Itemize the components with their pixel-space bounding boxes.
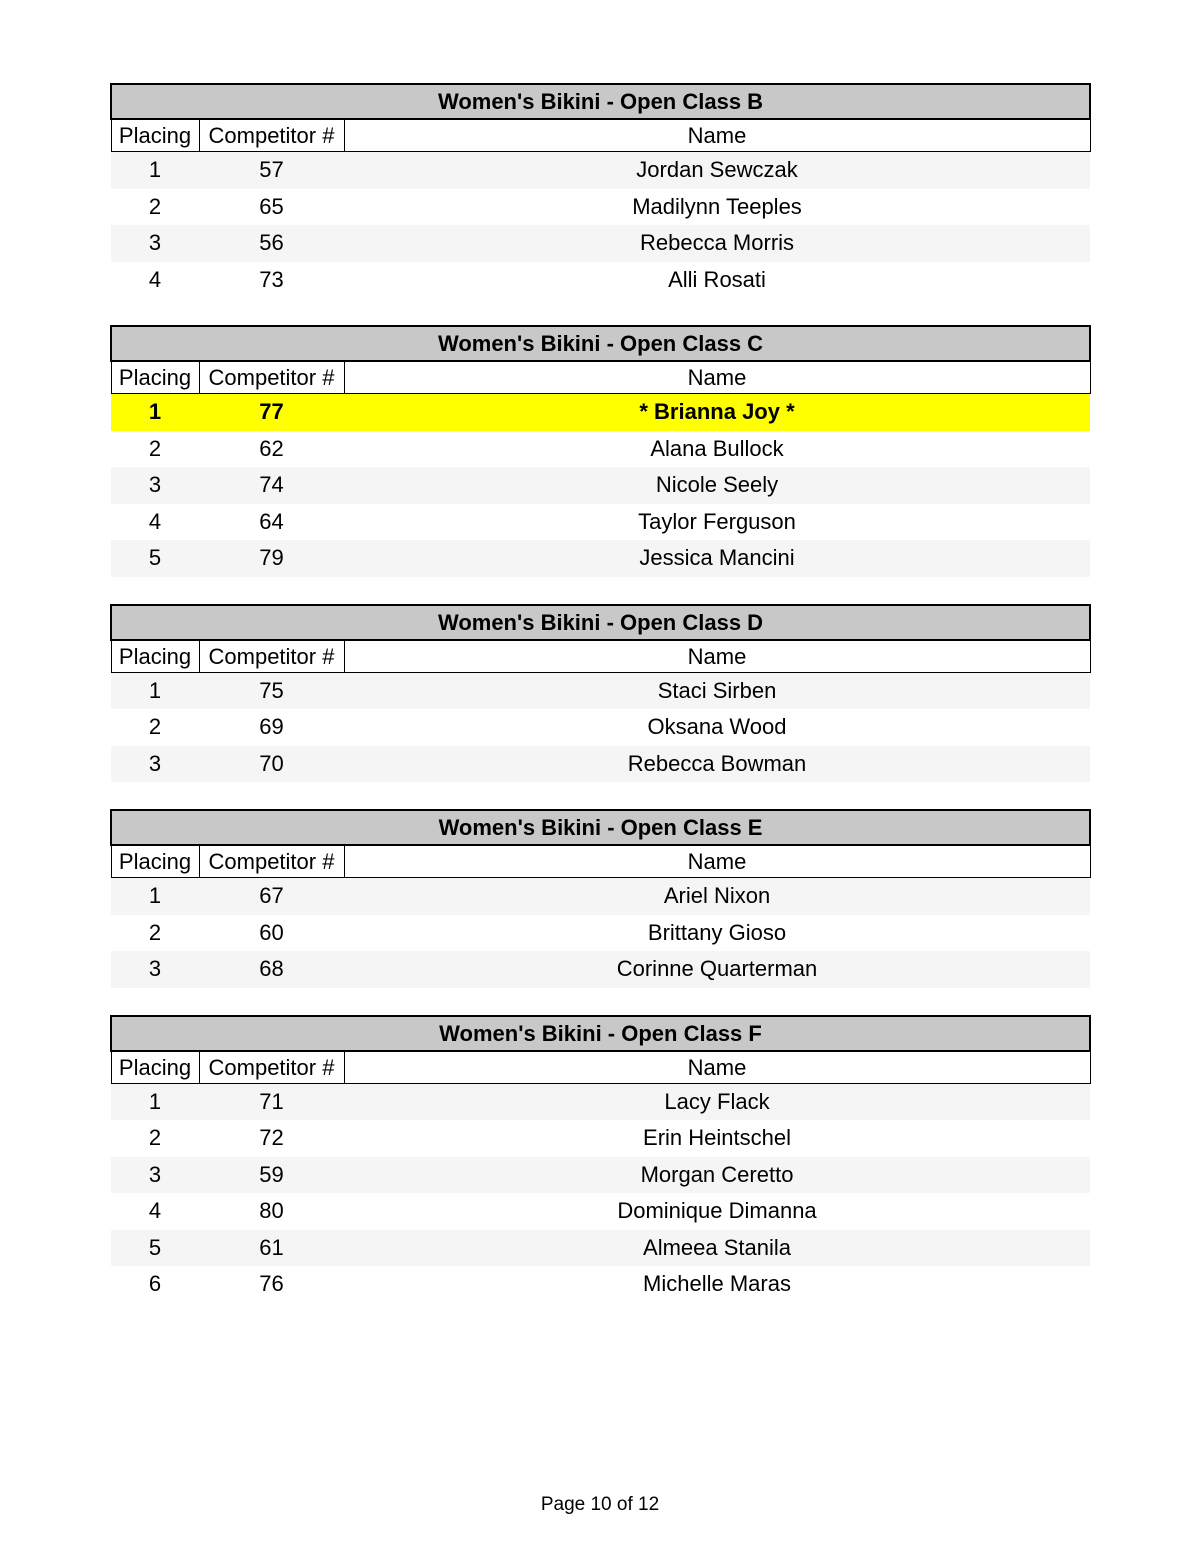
placing-header: Placing <box>111 845 199 878</box>
table-row <box>111 152 1090 189</box>
table-row <box>111 1083 1090 1120</box>
competitor-number-cell: 61 <box>199 1230 344 1267</box>
competitor-number-cell: 79 <box>199 540 344 577</box>
table-row <box>111 467 1090 504</box>
winner-row <box>111 394 1090 431</box>
class-results-table <box>110 604 1091 783</box>
class-results-block <box>110 83 1089 298</box>
class-results-table <box>110 1015 1091 1303</box>
competitor-number-cell: 71 <box>199 1083 344 1120</box>
placing-cell: 2 <box>111 709 199 746</box>
class-results-table <box>110 325 1091 577</box>
class-results-block <box>110 809 1089 988</box>
class-results-block <box>110 1015 1089 1303</box>
placing-cell: 1 <box>111 1083 199 1120</box>
competitor-number-header: Competitor # <box>199 640 344 673</box>
competitor-number-cell: 77 <box>199 394 344 431</box>
competitor-name-cell: Madilynn Teeples <box>344 189 1090 226</box>
placing-cell: 5 <box>111 1230 199 1267</box>
column-header-row <box>111 119 1090 152</box>
table-row <box>111 431 1090 468</box>
placing-cell: 4 <box>111 504 199 541</box>
class-results-table <box>110 809 1091 988</box>
name-header: Name <box>344 845 1090 878</box>
competitor-number-cell: 70 <box>199 746 344 783</box>
competitor-name-cell: Dominique Dimanna <box>344 1193 1090 1230</box>
class-title: Women's Bikini - Open Class F <box>111 1016 1090 1051</box>
column-header-row <box>111 361 1090 394</box>
competitor-name-cell: Staci Sirben <box>344 672 1090 709</box>
placing-cell: 6 <box>111 1266 199 1303</box>
competitor-number-header: Competitor # <box>199 1051 344 1084</box>
class-title: Women's Bikini - Open Class D <box>111 605 1090 640</box>
competitor-number-cell: 75 <box>199 672 344 709</box>
competitor-name-cell: Alana Bullock <box>344 431 1090 468</box>
placing-cell: 1 <box>111 878 199 915</box>
competitor-number-cell: 72 <box>199 1120 344 1157</box>
competitor-name-cell: Corinne Quarterman <box>344 951 1090 988</box>
placing-cell: 2 <box>111 431 199 468</box>
table-row <box>111 1157 1090 1194</box>
name-header: Name <box>344 119 1090 152</box>
table-row <box>111 1230 1090 1267</box>
competitor-number-cell: 69 <box>199 709 344 746</box>
competitor-number-cell: 80 <box>199 1193 344 1230</box>
class-results-block <box>110 604 1089 783</box>
class-results-table <box>110 83 1091 298</box>
table-row <box>111 225 1090 262</box>
class-results-block <box>110 325 1089 577</box>
competitor-number-cell: 65 <box>199 189 344 226</box>
competitor-number-cell: 74 <box>199 467 344 504</box>
competitor-number-cell: 73 <box>199 262 344 299</box>
placing-cell: 2 <box>111 915 199 952</box>
table-row <box>111 915 1090 952</box>
placing-cell: 4 <box>111 262 199 299</box>
placing-cell: 3 <box>111 951 199 988</box>
competitor-name-cell: Taylor Ferguson <box>344 504 1090 541</box>
table-row <box>111 540 1090 577</box>
placing-cell: 3 <box>111 225 199 262</box>
placing-cell: 2 <box>111 189 199 226</box>
competitor-number-cell: 57 <box>199 152 344 189</box>
competitor-name-cell: * Brianna Joy * <box>344 394 1090 431</box>
table-row <box>111 504 1090 541</box>
competitor-name-cell: Oksana Wood <box>344 709 1090 746</box>
table-row <box>111 189 1090 226</box>
competitor-number-cell: 62 <box>199 431 344 468</box>
placing-cell: 4 <box>111 1193 199 1230</box>
competitor-name-cell: Erin Heintschel <box>344 1120 1090 1157</box>
competitor-name-cell: Brittany Gioso <box>344 915 1090 952</box>
column-header-row <box>111 640 1090 673</box>
table-row <box>111 1120 1090 1157</box>
competitor-number-header: Competitor # <box>199 119 344 152</box>
table-row <box>111 672 1090 709</box>
competitor-name-cell: Almeea Stanila <box>344 1230 1090 1267</box>
results-sheet <box>110 83 1089 1330</box>
name-header: Name <box>344 1051 1090 1084</box>
placing-cell: 2 <box>111 1120 199 1157</box>
name-header: Name <box>344 361 1090 394</box>
competitor-number-cell: 59 <box>199 1157 344 1194</box>
competitor-name-cell: Rebecca Morris <box>344 225 1090 262</box>
class-title-row <box>111 605 1090 640</box>
competitor-number-cell: 60 <box>199 915 344 952</box>
class-title: Women's Bikini - Open Class E <box>111 810 1090 845</box>
name-header: Name <box>344 640 1090 673</box>
class-title: Women's Bikini - Open Class B <box>111 84 1090 119</box>
class-title-row <box>111 84 1090 119</box>
table-row <box>111 709 1090 746</box>
table-row <box>111 1193 1090 1230</box>
page-number: Page 10 of 12 <box>540 1494 660 1515</box>
table-row <box>111 1266 1090 1303</box>
placing-cell: 1 <box>111 672 199 709</box>
placing-cell: 3 <box>111 1157 199 1194</box>
table-row <box>111 262 1090 299</box>
competitor-name-cell: Morgan Ceretto <box>344 1157 1090 1194</box>
placing-cell: 1 <box>111 152 199 189</box>
class-title-row <box>111 326 1090 361</box>
placing-cell: 3 <box>111 467 199 504</box>
placing-cell: 3 <box>111 746 199 783</box>
table-row <box>111 878 1090 915</box>
placing-header: Placing <box>111 640 199 673</box>
table-row <box>111 746 1090 783</box>
class-title: Women's Bikini - Open Class C <box>111 326 1090 361</box>
competitor-number-header: Competitor # <box>199 361 344 394</box>
placing-header: Placing <box>111 1051 199 1084</box>
competitor-number-cell: 56 <box>199 225 344 262</box>
competitor-name-cell: Jessica Mancini <box>344 540 1090 577</box>
class-title-row <box>111 1016 1090 1051</box>
competitor-name-cell: Jordan Sewczak <box>344 152 1090 189</box>
placing-cell: 5 <box>111 540 199 577</box>
competitor-name-cell: Lacy Flack <box>344 1083 1090 1120</box>
placing-cell: 1 <box>111 394 199 431</box>
placing-header: Placing <box>111 361 199 394</box>
competitor-name-cell: Ariel Nixon <box>344 878 1090 915</box>
competitor-name-cell: Michelle Maras <box>344 1266 1090 1303</box>
competitor-number-cell: 67 <box>199 878 344 915</box>
competitor-name-cell: Alli Rosati <box>344 262 1090 299</box>
column-header-row <box>111 845 1090 878</box>
column-header-row <box>111 1051 1090 1084</box>
competitor-number-header: Competitor # <box>199 845 344 878</box>
placing-header: Placing <box>111 119 199 152</box>
class-title-row <box>111 810 1090 845</box>
competitor-number-cell: 68 <box>199 951 344 988</box>
competitor-number-cell: 64 <box>199 504 344 541</box>
table-row <box>111 951 1090 988</box>
competitor-name-cell: Nicole Seely <box>344 467 1090 504</box>
competitor-number-cell: 76 <box>199 1266 344 1303</box>
competitor-name-cell: Rebecca Bowman <box>344 746 1090 783</box>
